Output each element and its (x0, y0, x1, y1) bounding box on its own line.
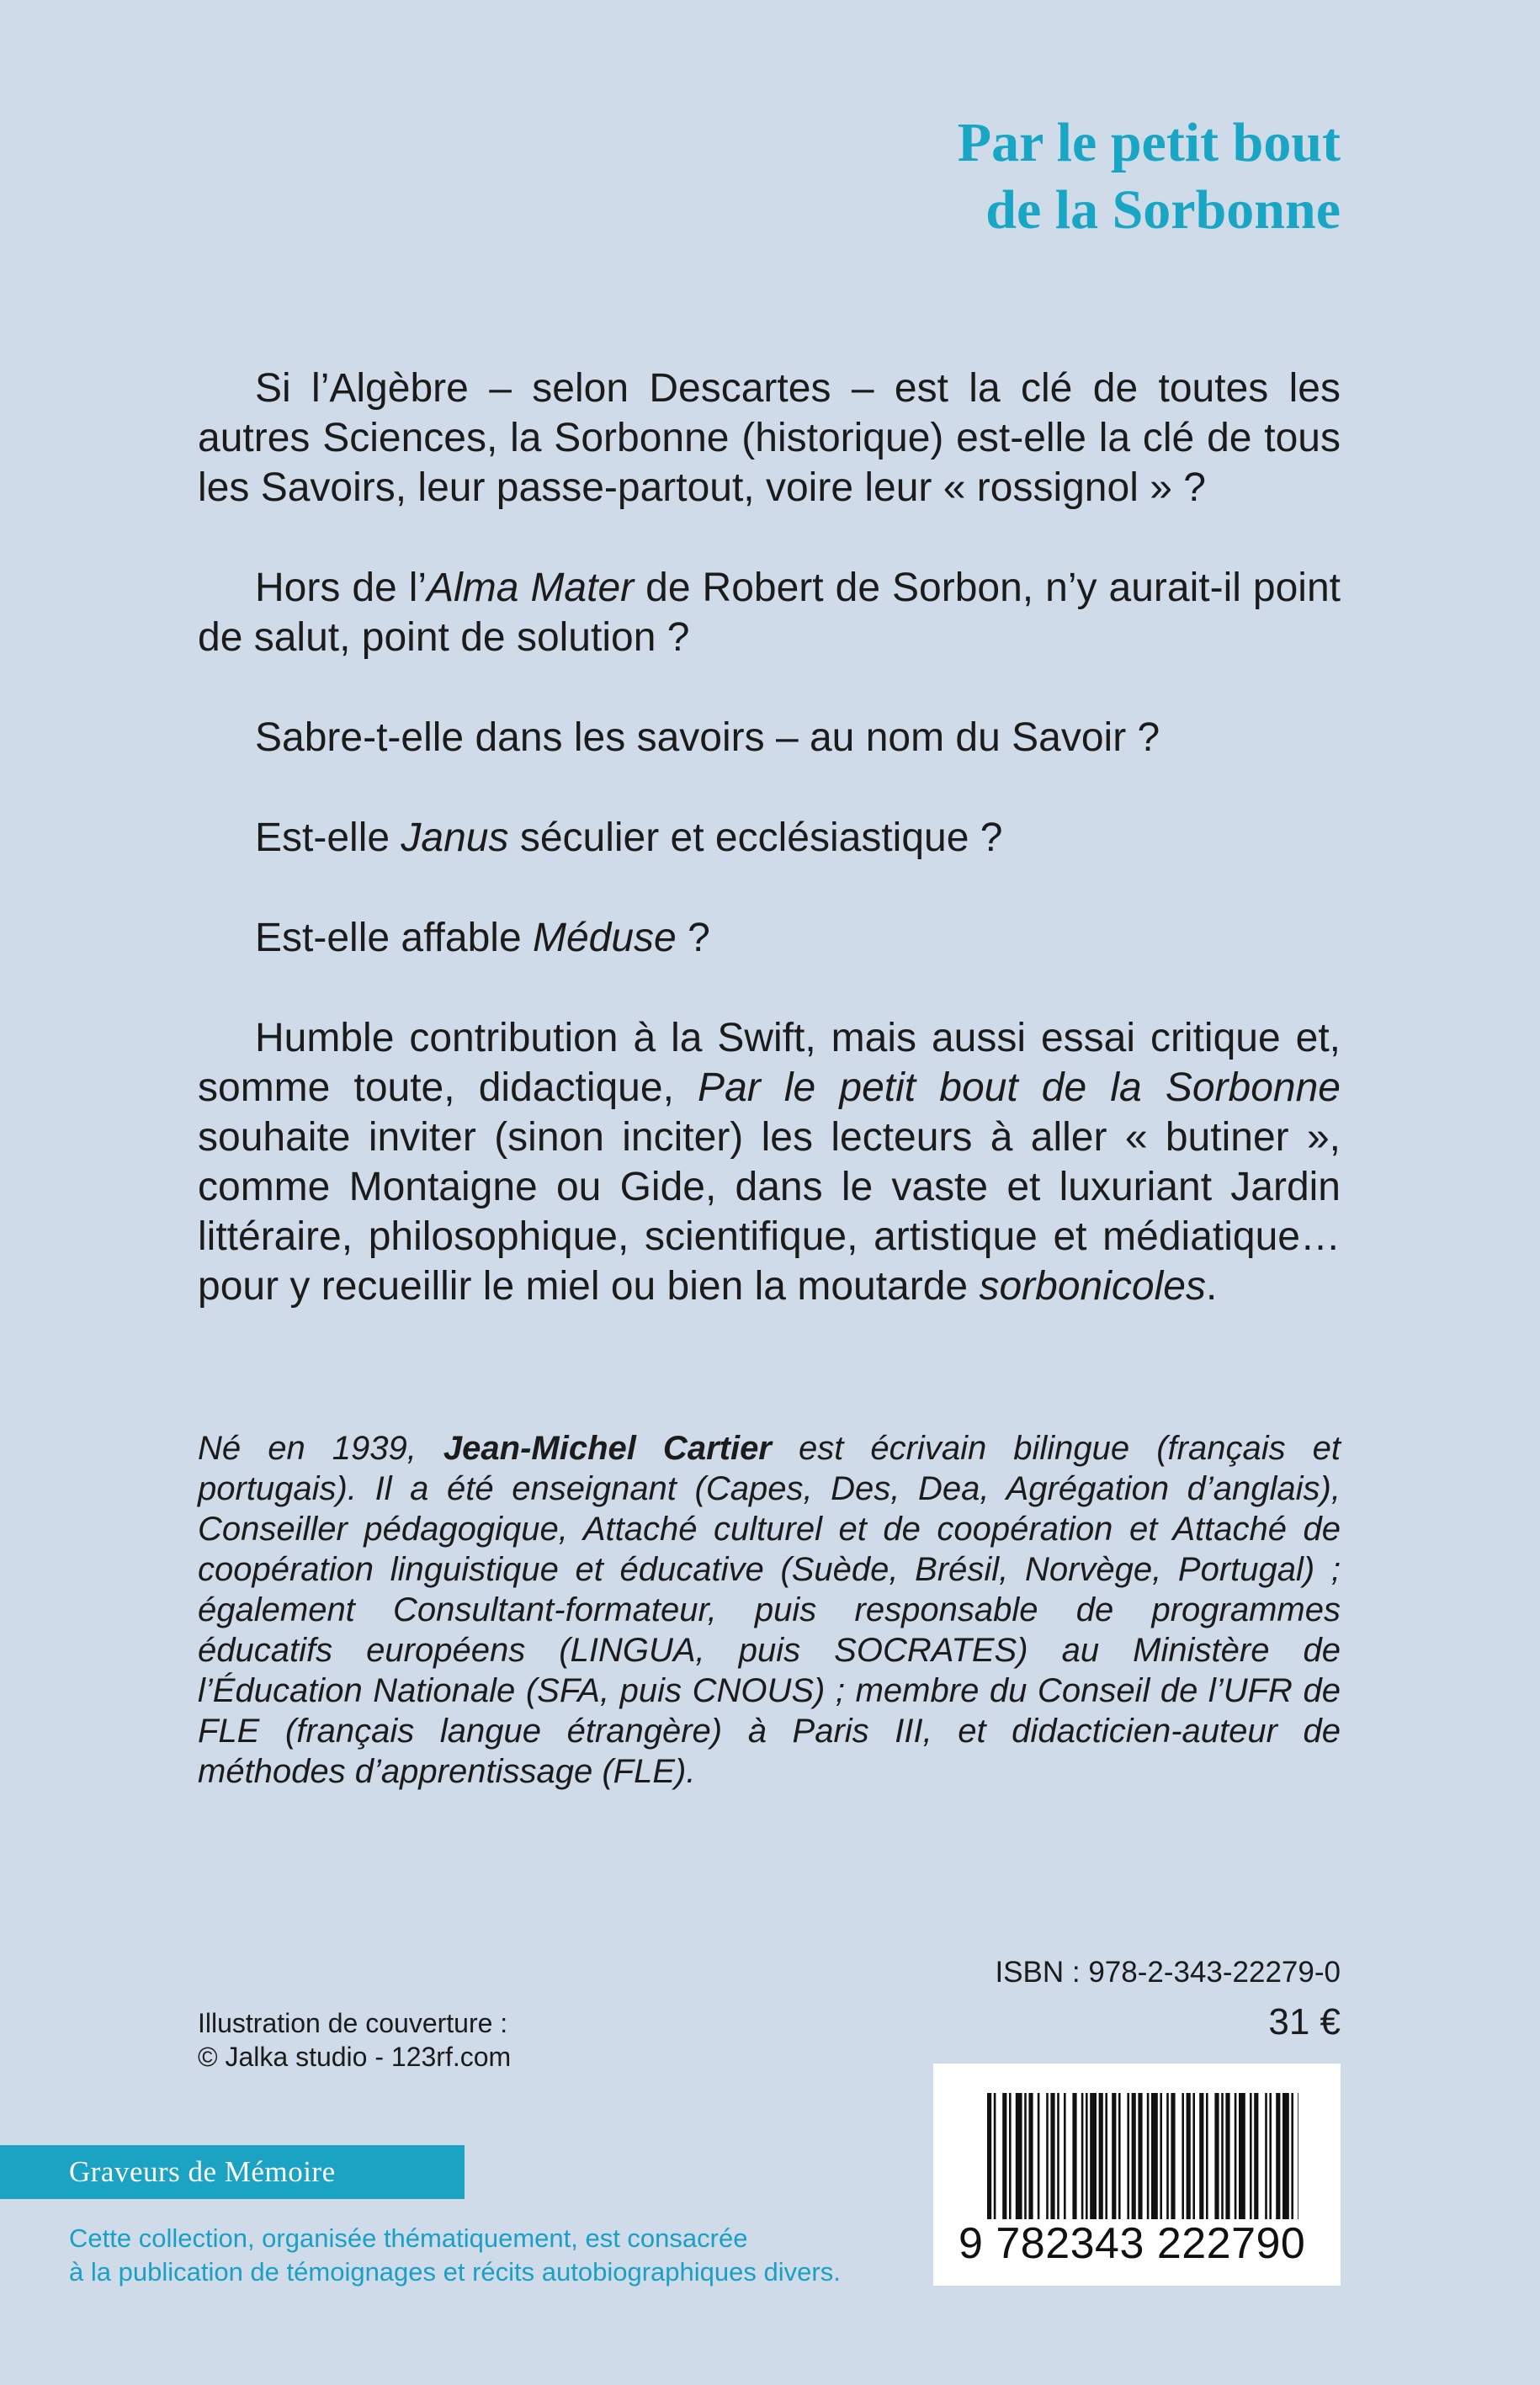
barcode-bar (1199, 2093, 1203, 2219)
alma-mater-italic: Alma Mater (427, 566, 635, 610)
barcode-bar (1291, 2093, 1293, 2219)
barcode-bar (1024, 2093, 1027, 2219)
barcode-bar (1009, 2093, 1012, 2219)
sorbonicoles-italic: sorbonicoles (979, 1264, 1206, 1309)
blurb-paragraph-4: Est-elle Janus séculier et ecclésiastique ? (255, 815, 1003, 860)
barcode-bar (1112, 2093, 1116, 2219)
barcode-bar (1090, 2093, 1097, 2219)
blurb-paragraph-6: Humble contribution à la Swift, mais aussi essai critique et, somme toute, didactique, Par le petit bout de la Sorbonne souhaite inviter (sinon inciter) les lecteurs à aller « butiner », comme Montaigne ou Gide, dans le vaste et luxuriant Jardin littéraire, philosophique, scientifique, artistique et médiatique… pour y recueillir le miel ou bien la moutarde sorbonicoles. (198, 1016, 1341, 1309)
barcode-bar (1269, 2093, 1272, 2219)
author-name: Jean-Michel Cartier (443, 1430, 772, 1467)
barcode-bar (1235, 2093, 1237, 2219)
barcode-bar (1147, 2093, 1150, 2219)
barcode-bar (1254, 2093, 1258, 2219)
book-title-italic: Par le petit bout de la Sorbonne (698, 1065, 1341, 1110)
barcode (933, 2064, 1341, 2286)
blurb-paragraph-1: Si l’Algèbre – selon Descartes – est la clé de toutes les autres Sciences, la Sorbonne (historique) est-elle la clé de tous les Savoirs, leur passe-partout, voire leur « rossignol » ? (198, 366, 1341, 510)
blurb-paragraph-5: Est-elle affable Méduse ? (255, 916, 710, 960)
barcode-bar (1206, 2093, 1208, 2219)
barcode-bar (1221, 2093, 1224, 2219)
barcode-bar (1086, 2093, 1088, 2219)
illustration-credit-line-2: © Jalka studio - 123rf.com (198, 2042, 512, 2072)
barcode-bar (1002, 2093, 1006, 2219)
barcode-bar (1016, 2093, 1022, 2219)
barcode-bar (1028, 2093, 1033, 2219)
barcode-bar (1057, 2093, 1059, 2219)
collection-description (69, 2222, 911, 2289)
blurb-paragraph-3: Sabre-t-elle dans les savoirs – au nom du Savoir ? (255, 715, 1160, 760)
barcode-bar (1250, 2093, 1252, 2219)
janus-italic: Janus (401, 815, 509, 860)
barcode-digits: 9 782343 222790 (959, 2219, 1306, 2268)
book-title-line-1: Par le petit bout (957, 112, 1341, 173)
barcode-bar (987, 2093, 991, 2219)
barcode-bar (1265, 2093, 1267, 2219)
barcode-bar (1081, 2093, 1084, 2219)
barcode-bar (1050, 2093, 1054, 2219)
barcode-bar (994, 2093, 996, 2219)
barcode-bar (1118, 2093, 1121, 2219)
author-bio: Né en 1939, Jean-Michel Cartier est écrivain bilingue (français et portugais). Il a été enseignant (Capes, Des, Dea, Agrégation d’anglais), Conseiller pédagogique, Attaché culturel et de coopération et Attaché de coopération linguistique et éducative (Suède, Brésil, Norvège, Portugal) ; également Consultant-formateur, puis responsable de programmes éducatifs européens (LINGUA, puis SOCRATES) au Ministère de l’Éducation Nationale (SFA, puis CNOUS) ; membre du Conseil de l’UFR de FLE (français langue étrangère) à Paris III, et didacticien-auteur de méthodes d’apprentissage (FLE). (198, 1430, 1341, 1790)
barcode-bar (1239, 2093, 1245, 2219)
collection-description-line-2: à la publication de témoignages et récits autobiographiques divers. (69, 2257, 841, 2287)
price: 31 € (1268, 2001, 1341, 2042)
barcode-bar (1214, 2093, 1219, 2219)
barcode-bar (1282, 2093, 1289, 2219)
book-title-line-2: de la Sorbonne (985, 179, 1341, 241)
illustration-credit (198, 2006, 511, 2074)
barcode-bars (987, 2093, 1298, 2219)
collection-description-line-1: Cette collection, organisée thématiquement, est consacrée (69, 2223, 748, 2253)
collection-name: Graveurs de Mémoire (69, 2155, 336, 2188)
barcode-bar (1151, 2093, 1158, 2219)
back-cover-blurb (198, 364, 1341, 1311)
barcode-bar (1187, 2093, 1191, 2219)
barcode-bar (1038, 2093, 1040, 2219)
barcode-bar (1099, 2093, 1103, 2219)
barcode-bar (1276, 2093, 1280, 2219)
barcode-bar (1192, 2093, 1195, 2219)
barcode-bar (1132, 2093, 1136, 2219)
barcode-bar (1127, 2093, 1129, 2219)
barcode-bar (1225, 2093, 1229, 2219)
barcode-bar (1182, 2093, 1184, 2219)
barcode-bar (1138, 2093, 1142, 2219)
collection-band (0, 2145, 465, 2199)
barcode-bar (1072, 2093, 1076, 2219)
barcode-bar (1064, 2093, 1066, 2219)
blurb-paragraph-2: Hors de l’Alma Mater de Robert de Sorbon, n’y aurait-il point de salut, point de solution ? (198, 566, 1341, 660)
barcode-bar (1105, 2093, 1107, 2219)
barcode-bar (1160, 2093, 1162, 2219)
isbn: ISBN : 978-2-343-22279-0 (995, 1956, 1341, 1989)
barcode-bar (1166, 2093, 1169, 2219)
barcode-bar (1171, 2093, 1175, 2219)
meduse-italic: Méduse (532, 916, 677, 960)
book-title (583, 109, 1341, 244)
barcode-bar (1046, 2093, 1049, 2219)
illustration-credit-line-1: Illustration de couverture : (198, 2008, 508, 2038)
